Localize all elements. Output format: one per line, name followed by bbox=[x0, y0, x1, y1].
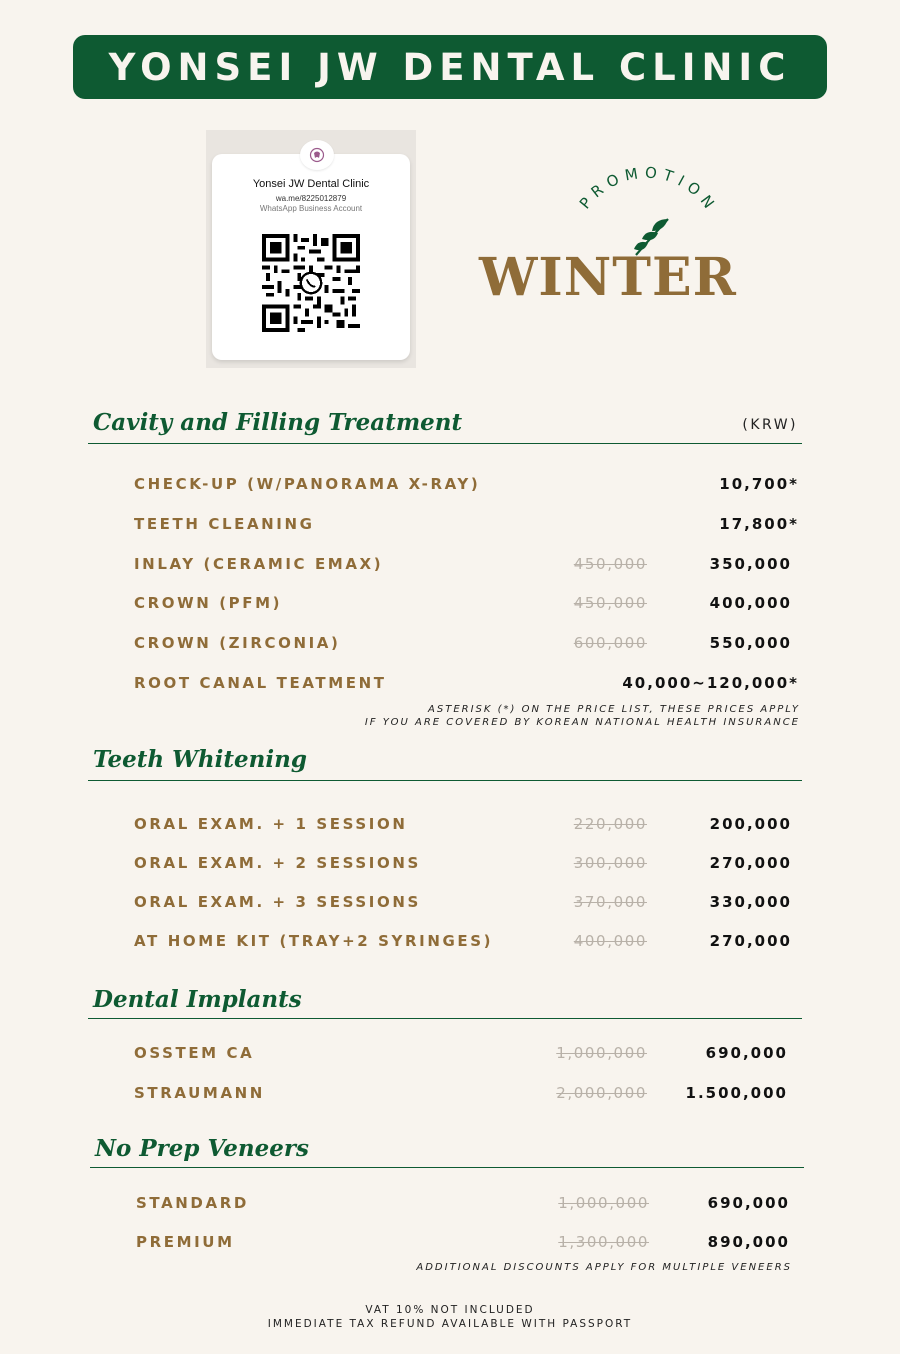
price-item-price: 1.500,000 bbox=[685, 1084, 788, 1102]
insurance-note-line2: IF YOU ARE COVERED BY KOREAN NATIONAL HEALTH INSURANCE bbox=[364, 717, 800, 728]
price-item-price: 40,000~120,000* bbox=[622, 674, 799, 692]
qr-code-icon[interactable] bbox=[262, 234, 360, 332]
price-item-price: 270,000 bbox=[709, 932, 792, 950]
vat-note: VAT 10% NOT INCLUDED bbox=[365, 1304, 535, 1316]
veneer-discount-note: ADDITIONAL DISCOUNTS APPLY FOR MULTIPLE VENEERS bbox=[416, 1262, 792, 1273]
price-item-old-price: 400,000 bbox=[573, 932, 647, 950]
price-item-old-price: 1,000,000 bbox=[558, 1194, 649, 1212]
insurance-note-line1: ASTERISK (*) ON THE PRICE LIST, THESE PRICES APPLY bbox=[428, 704, 800, 715]
price-item-price: 690,000 bbox=[705, 1044, 788, 1062]
price-item-name: CROWN (PFM) bbox=[134, 594, 283, 612]
winter-promotion-logo bbox=[475, 165, 737, 315]
price-item-name: CROWN (ZIRCONIA) bbox=[134, 634, 341, 652]
price-item-old-price: 300,000 bbox=[573, 854, 647, 872]
price-item-old-price: 450,000 bbox=[573, 594, 647, 612]
qr-card bbox=[212, 154, 410, 360]
price-item-name: ORAL EXAM. + 2 SESSIONS bbox=[134, 854, 421, 872]
price-item-price: 17,800* bbox=[719, 515, 799, 533]
svg-text:PROMOTION bbox=[576, 165, 722, 216]
price-item-name: CHECK-UP (W/PANORAMA X-RAY) bbox=[134, 475, 481, 493]
price-item-price: 400,000 bbox=[709, 594, 792, 612]
price-item-name: OSSTEM CA bbox=[134, 1044, 255, 1062]
promotion-label: PROMOTION bbox=[575, 165, 722, 217]
section-divider bbox=[88, 1018, 802, 1019]
winter-title: WINTER bbox=[479, 247, 737, 308]
tax-refund-note: IMMEDIATE TAX REFUND AVAILABLE WITH PASSPORT bbox=[267, 1318, 633, 1330]
price-item-old-price: 220,000 bbox=[573, 815, 647, 833]
qr-whatsapp-link[interactable]: wa.me/8225012879 bbox=[275, 194, 347, 203]
price-item-price: 890,000 bbox=[707, 1233, 790, 1251]
price-item-name: TEETH CLEANING bbox=[134, 515, 315, 533]
currency-label: (KRW) bbox=[742, 417, 798, 433]
price-item-name: AT HOME KIT (TRAY+2 SYRINGES) bbox=[134, 932, 494, 950]
section-title-implants: Dental Implants bbox=[93, 986, 302, 1013]
price-item-price: 330,000 bbox=[709, 893, 792, 911]
price-item-price: 350,000 bbox=[709, 555, 792, 573]
section-title-cavity: Cavity and Filling Treatment bbox=[93, 409, 463, 436]
price-item-price: 690,000 bbox=[707, 1194, 790, 1212]
price-item-price: 550,000 bbox=[709, 634, 792, 652]
section-title-whitening: Teeth Whitening bbox=[93, 746, 307, 773]
price-item-old-price: 1,000,000 bbox=[556, 1044, 647, 1062]
section-divider bbox=[88, 443, 802, 444]
price-item-old-price: 1,300,000 bbox=[558, 1233, 649, 1251]
clinic-title: YONSEI JW DENTAL CLINIC bbox=[108, 45, 792, 89]
price-item-name: ORAL EXAM. + 1 SESSION bbox=[134, 815, 408, 833]
price-item-price: 10,700* bbox=[719, 475, 799, 493]
price-item-price: 270,000 bbox=[709, 854, 792, 872]
price-item-name: STANDARD bbox=[136, 1194, 249, 1212]
price-item-price: 200,000 bbox=[709, 815, 792, 833]
price-item-name: ROOT CANAL TEATMENT bbox=[134, 674, 387, 692]
price-item-name: INLAY (CERAMIC EMAX) bbox=[134, 555, 384, 573]
qr-account-type: WhatsApp Business Account bbox=[259, 204, 363, 213]
price-item-old-price: 2,000,000 bbox=[556, 1084, 647, 1102]
price-item-name: PREMIUM bbox=[136, 1233, 235, 1251]
section-title-veneers: No Prep Veneers bbox=[95, 1135, 309, 1162]
price-item-name: STRAUMANN bbox=[134, 1084, 265, 1102]
section-divider bbox=[88, 780, 802, 781]
clinic-header-banner bbox=[73, 35, 827, 99]
qr-clinic-name: Yonsei JW Dental Clinic bbox=[252, 178, 370, 190]
price-item-old-price: 370,000 bbox=[573, 893, 647, 911]
price-item-old-price: 450,000 bbox=[573, 555, 647, 573]
price-item-name: ORAL EXAM. + 3 SESSIONS bbox=[134, 893, 421, 911]
whatsapp-qr-panel bbox=[206, 130, 416, 368]
section-divider bbox=[90, 1167, 804, 1168]
clinic-logo-icon bbox=[300, 140, 334, 170]
price-item-old-price: 600,000 bbox=[573, 634, 647, 652]
